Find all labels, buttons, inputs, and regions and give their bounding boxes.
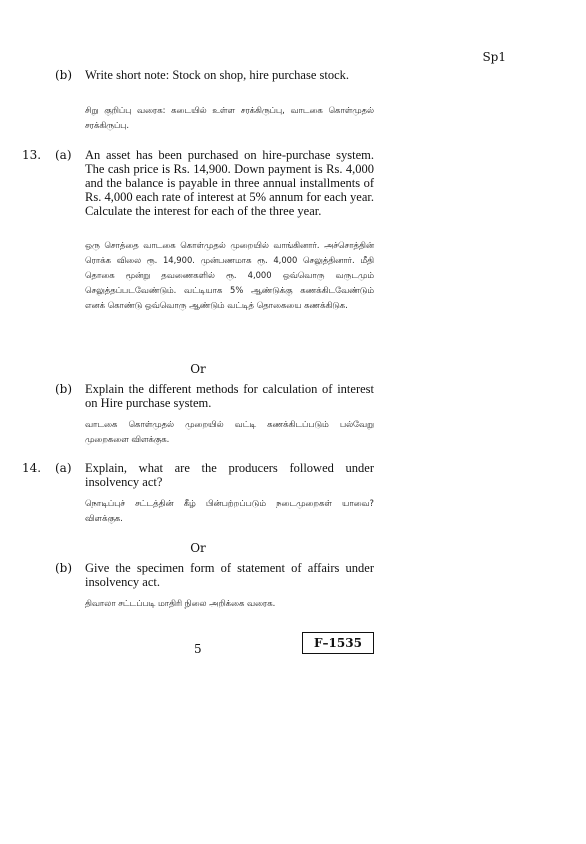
q14-number: 14. xyxy=(22,461,42,475)
q13a-english: An asset has been purchased on hire-purchase system. The cash price is Rs. 14,900. Down payment is Rs. 4,000 and the balance is payable in three annual installments of Rs. 4,000 each rate of interest at 5% annum for each year. Calculate the interest for each of the three year. xyxy=(85,148,374,218)
q14a-tamil: நொடிப்புச் சட்டத்தின் கீழ் பின்பற்றப்படும் நடைமுறைகள் யாவை? விளக்குக. xyxy=(85,498,374,523)
q13b-english: Explain the different methods for calculation of interest on Hire purchase system. xyxy=(85,382,374,410)
q13-number: 13. xyxy=(22,148,42,162)
q12b-label: (b) xyxy=(55,68,73,82)
q13b-tamil: வாடகை கொள்முதல் முறையில் வட்டி கணக்கிடப்படும் பல்வேறு முறைகளை விளக்குக. xyxy=(85,419,374,444)
q13a-label: (a) xyxy=(55,148,72,162)
paper-code-box: F–1535 xyxy=(302,632,374,654)
or-separator: Or xyxy=(190,541,206,555)
or-separator: Or xyxy=(190,362,206,376)
set-code: Sp1 xyxy=(482,50,506,64)
page-number: 5 xyxy=(194,642,202,656)
q14b-english: Give the specimen form of statement of affairs under insolvency act. xyxy=(85,561,374,589)
q14a-label: (a) xyxy=(55,461,72,475)
q13a-tamil: ஒரு சொத்தை வாடகை கொள்முதல் முறையில் வாங்கினார். அச்சொத்தின் ரொக்க விலை ரூ. 14,900. முன்பணமாக ரூ. 4,000 செலுத்தினார். மீதி தொகை மூன்று தவணைகளில் ரூ. 4,000 ஒவ்வொரு வருடமும் செலுத்தப்படவேண்டும். வட்டியாக 5% ஆண்டுக்கு கணக்கிடவேண்டும் எனக் கொண்டு ஒவ்வொரு ஆண்டும் வட்டித் தொகையை கணக்கிடுக. xyxy=(85,240,374,310)
q13b-label: (b) xyxy=(55,382,73,396)
q14b-label: (b) xyxy=(55,561,73,575)
q12b-english: Write short note: Stock on shop, hire purchase stock. xyxy=(85,68,350,82)
q14a-english: Explain, what are the producers followed under insolvency act? xyxy=(85,461,374,489)
q14b-tamil: திவாலா சட்டப்படி மாதிரி நிலை அறிக்கை வரைக. xyxy=(85,598,276,608)
q12b-tamil: சிறு குறிப்பு வரைக: கடையில் உள்ள சரக்கிருப்பு, வாடகை கொள்முதல் சரக்கிருப்பு. xyxy=(85,105,374,130)
